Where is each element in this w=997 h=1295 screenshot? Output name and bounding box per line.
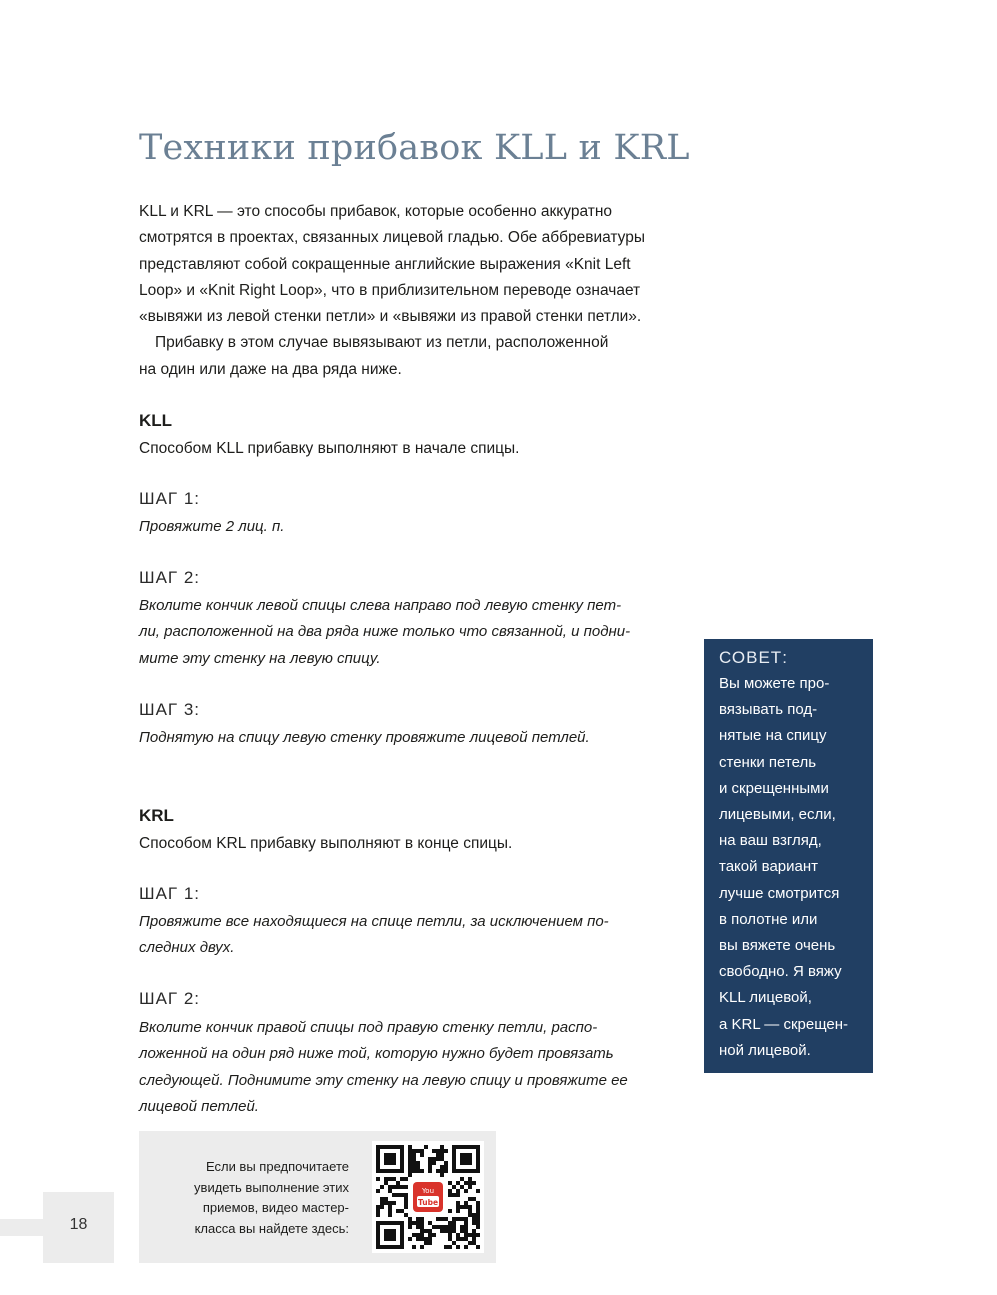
qr-code[interactable] [372, 1141, 484, 1253]
krl-step-1-label: ШАГ 1: [139, 884, 201, 903]
tip-title: СОВЕТ: [719, 648, 788, 667]
krl-section [139, 804, 699, 856]
intro-paragraph-1: KLL и KRL — это способы прибавок, которые особенно аккуратно смотрятся в проектах, связанных лицевой гладью. Обе аббревиатуры представляют собой сокращенные английские выражения «Knit Left Loop» и «Knit Right Loop», что в приблизительном переводе означает «вывяжи из левой стенки петли» и «вывяжи из правой стенки петли». [139, 203, 645, 326]
kll-subtitle: Способом KLL прибавку выполняют в начале спицы. [139, 440, 520, 457]
krl-step-2-label: ШАГ 2: [139, 989, 201, 1008]
krl-step-1-text: Провяжите все находящиеся на спице петли, за исключением по- следних двух. [139, 913, 609, 957]
kll-step-1-label: ШАГ 1: [139, 489, 201, 508]
svg-text:Tube: Tube [417, 1198, 439, 1207]
page-title: Техники прибавок KLL и KRL [139, 128, 690, 168]
video-callout [139, 1131, 496, 1263]
krl-subtitle: Способом KRL прибавку выполняют в конце спицы. [139, 835, 513, 852]
video-callout-text: Если вы предпочитаете увидеть выполнение этих приемов, видео мастер- класса вы найдете здесь: [194, 1159, 349, 1236]
kll-section [139, 409, 699, 461]
tip-text: Вы можете про- вязывать под- нятые на спицу стенки петель и скрещенными лицевыми, если, на ваш взгляд, такой вариант лучше смотрится в полотне или вы вяжете очень свободно. Я вяжу KLL лицевой, а KRL — скрещен- ной лицевой. [719, 675, 849, 1059]
intro-text [139, 199, 699, 383]
kll-step-2-label: ШАГ 2: [139, 568, 201, 587]
krl-step-2-text: Вколите кончик правой спицы под правую стенку петли, распо- ложенной на один ряд ниже той, которую нужно будет провязать следующей. Поднимите эту стенку на левую спицу и провяжите ее лицевой петлей. [139, 1019, 628, 1115]
kll-step-2-text: Вколите кончик левой спицы слева направо под левую стенку пет- ли, расположенной на два ряда ниже только что связанной, и подни- мите эту стенку на левую спицу. [139, 597, 631, 667]
svg-text:You: You [421, 1187, 435, 1195]
intro-paragraph-2: Прибавку в этом случае вывязывают из петли, расположенной на один или даже на два ряда ниже. [139, 334, 609, 378]
krl-heading: KRL [139, 806, 174, 825]
kll-step-3-label: ШАГ 3: [139, 700, 201, 719]
kll-heading: KLL [139, 411, 173, 430]
page-number-strip [0, 1219, 43, 1236]
page-number-box [43, 1192, 114, 1263]
page-number: 18 [69, 1216, 88, 1233]
qr-code-icon [372, 1141, 484, 1253]
tip-box [704, 639, 873, 1073]
kll-step-1-text: Провяжите 2 лиц. п. [139, 518, 285, 535]
kll-step-3-text: Поднятую на спицу левую стенку провяжите лицевой петлей. [139, 729, 590, 746]
